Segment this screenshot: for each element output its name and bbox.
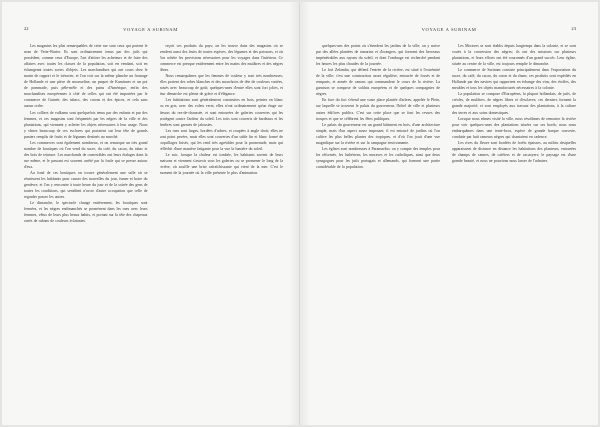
- paragraph: Les habitations sont généralement construites en bois, peintes en blanc ou en gris, avec des volets verts; elles n'ont ordinairement qu'un étage au-dessus du rez-de-chaussée, et sont entourées de galeries couvertes qui les protègent contre l'ardeur du soleil. Les toits sont couverts de bardeaux et les fenêtres sont garnies de jalousies.: [159, 98, 283, 127]
- column-left-1: [24, 43, 148, 400]
- paragraph: reçoit ces produits du pays; on les trouve dans des magasins où se vendent aussi des fruits de toutes espèces, des légumes et des poissons, et où l'on achète les provisions nécessaires pour les voyages dans l'intérieur. Ce commerce est presque entièrement entre les mains des mulâtres et des nègres libres.: [159, 44, 283, 73]
- column-right-1: [316, 43, 440, 400]
- paragraph: Les rues sont larges, bordées d'arbres, et coupées à angle droit; elles ne sont point pavées, mais elles sont couvertes d'un sable fin et blanc formé de coquillages brisés, qui les rend très agréables pour la promenade, mais qui réfléchit d'une manière fatigante pour la vue la lumière du soleil.: [159, 128, 283, 151]
- book-spread: [2, 2, 598, 425]
- paragraph: Le dimanche, le spectacle change entièrement; les boutiques sont fermées, et les nègres endimanchés se promènent dans les rues avec leurs femmes, vêtus de leurs plus beaux habits, et portant sur la tête des chapeaux ornés de rubans de couleurs éclatantes.: [24, 201, 148, 224]
- paragraph: La population se compose d'Européens, la plupart hollandais, de juifs, de créoles, de mulâtres, de nègres libres et d'esclaves; ces derniers forment la grande majorité, et sont employés aux travaux des plantations, à la culture des terres et aux soins domestiques.: [452, 92, 576, 115]
- paragraph: Les églises sont nombreuses à Paramaribo; on y compte des temples pour les réformés, les luthériens, les moraves et les catholiques, ainsi que deux synagogues pour les juifs portugais et allemands, qui forment une partie considérable de la population.: [316, 146, 440, 169]
- column-left-2: [160, 43, 284, 400]
- paragraph: Le fort Zelandia, qui défend l'entrée de la rivière, est situé à l'extrémité de la ville; c'est une construction assez régulière, entourée de fossés et de remparts, et armée de canons qui commandent le cours de la rivière. La garnison se compose de soldats européens et de quelques compagnies de nègres.: [316, 68, 440, 97]
- paragraph: Le soir, lorsque la chaleur est tombée, les habitants sortent de leurs maisons et viennent s'asseoir sous les galeries ou se promener le long de la rivière, où souffle une brise rafraîchissante qui vient de la mer. C'est le moment de la journée où la ville présente le plus d'animation.: [159, 152, 283, 175]
- paragraph: Les magasins les plus remarquables de cette rue sont ceux qui portent le nom de Vette-Warier. Ils sont ordinairement tenus par des juifs qui possèdent, comme ceux d'Europe, l'art d'attirer les acheteurs et de faire des affaires avec toutes les classes de la population, soit en vendant, soit en échangeant toutes sortes d'objets. Les marchandises qui ont cours chez le marin de rapport et le trésorier, et l'on voit sur la même planche un fromage de Hollande et une pièce de mousseline, un paquet de Kaminoes et un pot de pommade, puis pêle-mêle et des pains d'Amérique, enfin des marchandises européennes à côté de celles qui ont été importées par le commerce de Guinée, des tabacs, des cotons et des épices, et cela sans aucun ordre.: [24, 44, 148, 109]
- paragraph: Lorsque nous eûmes visité la ville, nous résolûmes de remonter la rivière pour voir quelques-unes des plantations situées sur ses bords; nous nous embarquâmes dans une tente-boot, espèce de grande barque couverte, conduite par huit rameurs nègres qui chantaient en cadence.: [452, 116, 576, 139]
- page-number-right: 23: [571, 26, 576, 31]
- paragraph: quelques-uns des points où s'étendent les jardins de la ville; on y arrive par des allées plantées de tamarins et d'orangers, qui forment des berceaux impénétrables aux rayons du soleil, et dont l'ombrage est recherché pendant les heures les plus chaudes de la journée.: [316, 44, 440, 67]
- paragraph: Les Moraves se sont établis depuis longtemps dans la colonie, et se sont voués à la conversion des nègres; ils ont des missions sur plusieurs plantations, et leurs efforts ont été couronnés d'un grand succès. Leur église, située au centre de la ville, est toujours remplie le dimanche.: [452, 44, 576, 67]
- text-columns-right: [316, 43, 576, 400]
- paragraph: Les commerces sont également nombreux, et on remarque un très grand nombre de boutiques où l'on vend du sucre, du café, du cacao, du tabac et des bois de teinture. Les marchands de comestibles ont leurs étalages dans la rue même, et le passant est souvent arrêté par la foule qui se presse autour d'eux.: [24, 140, 148, 169]
- paragraph: Le commerce de Surinam consiste principalement dans l'exportation du sucre, du café, du cacao, du coton et du rhum; ces produits sont expédiés en Hollande par des navires qui rapportent en échange des vins, des étoffes, des meubles et tous les objets manufacturés nécessaires à la colonie.: [452, 68, 576, 91]
- paragraph: Les rives du fleuve sont bordées de forêts épaisses, au milieu desquelles apparaissent de distance en distance les habitations des planteurs, entourées de champs de cannes, de caféiers et de cacaoyers; le paysage est d'une grande beauté, et nous ne pouvions nous lasser de l'admirer.: [452, 140, 576, 163]
- paragraph: Nous remarquâmes que les femmes de couleur y sont très nombreuses; elles portent des robes blanches et des mouchoirs de tête de couleurs variées, noués avec beaucoup de goût; quelques-unes d'entre elles sont fort jolies, et leur démarche est pleine de grâce et d'élégance.: [159, 74, 283, 97]
- gutter-shadow: [300, 2, 310, 425]
- paragraph: Le palais du gouverneur est un grand bâtiment en bois, d'une architecture simple, mais d'un aspect assez imposant; il est entouré de jardins où l'on cultive les plus belles plantes des tropiques, et d'où l'on jouit d'une vue magnifique sur la rivière et sur la campagne environnante.: [316, 122, 440, 145]
- paragraph: Au fond de ces boutiques on trouve généralement une salle où se réunissent les habitants pour causer des nouvelles du jour, fumer et boire du genièvre, et l'on y rencontre à toute heure du jour et de la soirée des gens de toutes les conditions, qui semblent n'avoir d'autre occupation que celle de regarder passer les autres.: [24, 170, 148, 200]
- column-right-2: [452, 43, 576, 400]
- left-page: [2, 2, 300, 425]
- gutter-shadow: [289, 2, 299, 425]
- right-page: [300, 2, 598, 425]
- paragraph: Les colliers de vulkams sont quelquefois tenus par des enfants et par des femmes, et ces magasins sont fréquentés par les nègres de la ville et des plantations, qui viennent y acheter les objets nécessaires à leur usage. Nous y vîmes beaucoup de ces esclaves qui portaient sur leur tête de grands paniers remplis de fruits et de légumes destinés au marché.: [24, 110, 148, 139]
- text-columns-left: [24, 43, 283, 400]
- paragraph: En face du fort s'étend une vaste place plantée d'arbres, appelée le Plein, sur laquelle se trouvent le palais du gouverneur, l'hôtel de ville et plusieurs autres édifices publics. C'est sur cette place que se font les revues des troupes et que se célèbrent les fêtes publiques.: [316, 98, 440, 121]
- page-number-left: 22: [24, 26, 29, 31]
- running-head-left: VOYAGE A SURINAM: [123, 27, 178, 32]
- running-head-right: VOYAGE A SURINAM: [421, 27, 477, 32]
